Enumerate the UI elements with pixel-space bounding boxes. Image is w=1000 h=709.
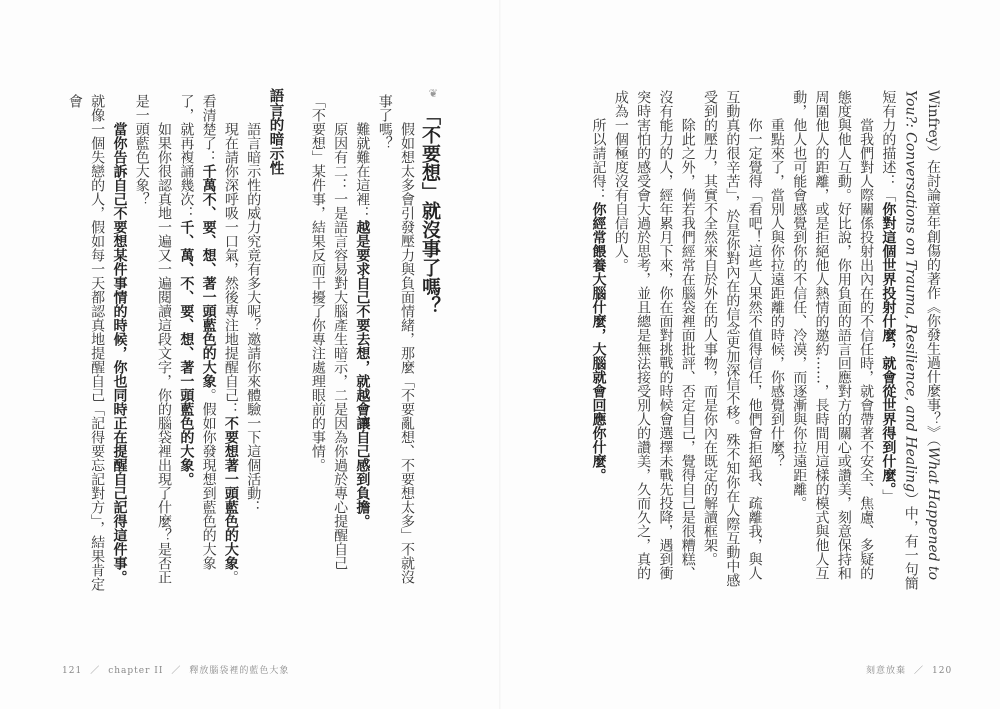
paragraph [788,90,877,592]
subheading: 語言的暗示性 [267,88,284,175]
text: 除此之外，倘若我們經常在腦袋裡面批評、否定自己，覺得自己是很糟糕、沒有能力的人，經年累月下來，你在面對挑戰的時候會選擇未戰先投降，遇到衝突時害怕的感受會大過於思考，並且總是無法接受別人的讚美，久而久之，真的成為一個極度沒有自信的人。 [612,90,696,580]
section-heading [418,87,442,566]
paragraph [610,90,699,592]
chapter-label: chapter II [108,666,164,676]
left-page-footer [62,663,289,676]
text: 難就難在這裡： [354,122,371,220]
paragraph [64,94,131,594]
heading-text: 「不要想」就沒事了嗎？ [419,106,441,315]
text: ）中，有一句簡短有力的描述：「 [880,90,919,591]
paragraph [242,94,264,594]
book-title-english: What Happened to You?: Conversations on Trauma, Resilience, and Healing [902,90,941,581]
text: 假如想太多會引發壓力與負面情緒，那麼「不要亂想、不要想太多」不就沒事了嗎？ [376,94,415,584]
paragraph [587,90,609,592]
paragraph [766,90,788,592]
paragraph [699,90,766,592]
text: 現在請你深呼吸一口氣，然後專注地提醒自己： [222,122,239,416]
text: 當我們對人際關係投射出內在的不信任時，就會帶著不安全、焦慮、多疑的態度與他人互動。好比說，你用負面的語言回應對方的關心或讚美，刻意保持和周圍他人的距離，或是拒絕他人熱情的邀約……，長時間用這樣的模式與他人互動，他人也可能會感覺到你的不信任、冷漠，而逐漸與你拉遠距離。 [791,90,875,580]
paragraph [877,90,944,592]
text: 你一定覺得「看吧！這些人果然不值得信任，他們會拒絕我、疏離我，與人互動真的很辛苦」，於是你對內在的信念更加深信不移。殊不知你在人際互動中感受到的壓力，其實不全然來自於外在的人事物，而是你內在既定的解讀框架。 [702,90,763,587]
paragraph [373,94,418,594]
running-title: 刻意放棄 [866,666,907,676]
text: 」 [880,489,897,503]
leaf-ornament-icon: ❦ [428,87,438,100]
paragraph [175,94,242,594]
bold-emphasis: 不要想著一頭藍色的大象 [222,416,239,570]
bold-quote: 你對這個世界投射什麼，就會從世界得到什麼。 [880,202,897,489]
paragraph [307,94,352,594]
book-gutter [499,0,501,709]
bold-emphasis: 千、萬、不、要、想、著一頭藍色的大象。 [178,220,195,486]
separator: ／ [171,666,182,676]
separator: ／ [914,666,925,676]
bold-emphasis: 千萬不、要、想、著一頭藍色的大象 [200,164,217,388]
paragraph [130,94,175,594]
bold-emphasis: 當你告訴自己不要想某件事情的時候，你也同時正在提醒自己記得這件事。 [111,122,128,584]
right-page-body [584,90,944,592]
paragraph [351,94,373,594]
separator: ／ [90,666,101,676]
chapter-title: 釋放腦袋裡的藍色大象 [189,666,290,676]
bold-emphasis: 越是要求自己不要去想，就越會讓自己感到負擔。 [354,220,371,528]
text: 重點來了，當別人與你拉遠距離的時候，你感覺到什麼？ [768,118,785,468]
text: 。看清楚了： [200,94,239,584]
text: 就像一個失戀的人，假如每一天都認真地提醒自己「記得要忘記對方」，結果肯定會 [66,94,106,591]
text: Winfrey）在討論童年創傷的著作《你發生過什麼事？》（ [925,90,941,447]
text: 。假如你發現想到藍色的大象了，就再複誦幾次： [178,94,217,570]
page-number: 120 [932,666,953,676]
right-page-footer [866,663,952,676]
bold-emphasis: 你經常餵養大腦什麼，大腦就會回應你什麼。 [590,202,607,482]
text: 原因有二：一是語言容易對大腦產生暗示，二是因為你過於專心提醒自己「不要想」某件事，結果反而干擾了你專注處理眼前的事情。 [309,94,349,570]
page-number: 121 [62,666,83,676]
left-page-body [52,87,442,594]
text: 所以請記得： [590,118,607,202]
text: 如果你很認真地一遍又一遍閱讀這段文字，你的腦袋裡出現了什麼？是否正是一頭藍色大象？ [133,94,173,584]
text: 語言暗示性的威力究竟有多大呢？邀請你來體驗一下這個活動： [245,122,262,514]
